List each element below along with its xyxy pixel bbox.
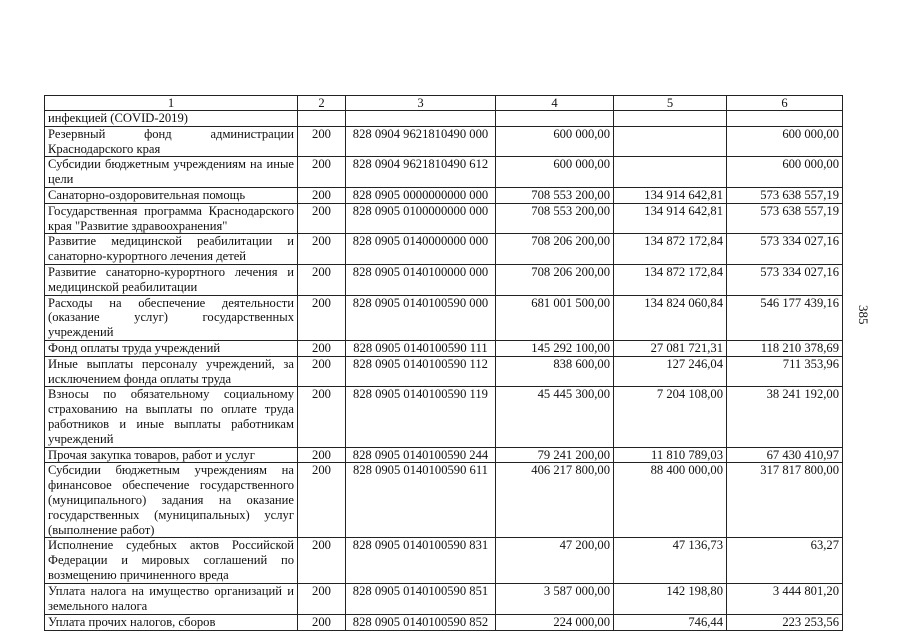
row-remaining-amount: 573 638 557,19 <box>727 203 843 234</box>
row-classification: 828 0904 9621810490 612 <box>346 157 496 188</box>
column-number: 6 <box>727 96 843 111</box>
row-remaining-amount: 573 334 027,16 <box>727 264 843 295</box>
page-number: 385 <box>856 305 871 325</box>
row-name: Государственная программа Краснодарского края "Развитие здравоохранения" <box>45 203 298 234</box>
row-code: 200 <box>298 615 346 631</box>
row-remaining-amount: 63,27 <box>727 538 843 584</box>
table-row <box>45 615 843 631</box>
row-approved-amount: 681 001 500,00 <box>496 295 614 340</box>
row-code: 200 <box>298 126 346 157</box>
row-executed-amount: 134 824 060,84 <box>614 295 727 340</box>
row-code: 200 <box>298 538 346 584</box>
row-remaining-amount: 573 334 027,16 <box>727 234 843 265</box>
row-name: Субсидии бюджетным учреждениям на финансовое обеспечение государственного (муниципального) задания на оказание государственных (муниципальных) услуг (выполнение работ) <box>45 463 298 538</box>
row-classification: 828 0905 0140100590 112 <box>346 356 496 387</box>
row-approved-amount: 708 553 200,00 <box>496 203 614 234</box>
row-remaining-amount: 600 000,00 <box>727 157 843 188</box>
row-remaining-amount: 546 177 439,16 <box>727 295 843 340</box>
table-row <box>45 187 843 203</box>
row-remaining-amount: 118 210 378,69 <box>727 340 843 356</box>
row-remaining-amount: 573 638 557,19 <box>727 187 843 203</box>
table-row <box>45 340 843 356</box>
row-approved-amount: 145 292 100,00 <box>496 340 614 356</box>
row-name: Развитие медицинской реабилитации и санаторно-курортного лечения детей <box>45 234 298 265</box>
row-name: инфекцией (COVID-2019) <box>45 111 298 127</box>
row-remaining-amount: 3 444 801,20 <box>727 584 843 615</box>
row-approved-amount: 45 445 300,00 <box>496 387 614 447</box>
row-approved-amount: 600 000,00 <box>496 126 614 157</box>
row-code: 200 <box>298 264 346 295</box>
row-classification: 828 0905 0140100590 111 <box>346 340 496 356</box>
row-executed-amount <box>614 157 727 188</box>
budget-table <box>44 95 843 631</box>
row-classification: 828 0905 0140100000 000 <box>346 264 496 295</box>
row-approved-amount: 79 241 200,00 <box>496 447 614 463</box>
row-classification: 828 0905 0140000000 000 <box>346 234 496 265</box>
row-executed-amount: 134 872 172,84 <box>614 264 727 295</box>
table-row <box>45 387 843 447</box>
row-classification: 828 0905 0000000000 000 <box>346 187 496 203</box>
row-code: 200 <box>298 387 346 447</box>
row-name: Уплата прочих налогов, сборов <box>45 615 298 631</box>
column-number: 2 <box>298 96 346 111</box>
row-classification: 828 0905 0140100590 244 <box>346 447 496 463</box>
row-approved-amount: 47 200,00 <box>496 538 614 584</box>
row-executed-amount: 7 204 108,00 <box>614 387 727 447</box>
row-name: Прочая закупка товаров, работ и услуг <box>45 447 298 463</box>
row-executed-amount: 127 246,04 <box>614 356 727 387</box>
table-row <box>45 356 843 387</box>
row-remaining-amount: 711 353,96 <box>727 356 843 387</box>
table-row <box>45 126 843 157</box>
row-code: 200 <box>298 447 346 463</box>
row-classification: 828 0905 0140100590 119 <box>346 387 496 447</box>
column-number: 4 <box>496 96 614 111</box>
row-approved-amount <box>496 111 614 127</box>
row-name: Резервный фонд администрации Краснодарского края <box>45 126 298 157</box>
table-row <box>45 463 843 538</box>
row-name: Уплата налога на имущество организаций и земельного налога <box>45 584 298 615</box>
row-classification <box>346 111 496 127</box>
table-row <box>45 111 843 127</box>
row-executed-amount: 134 914 642,81 <box>614 203 727 234</box>
row-remaining-amount: 600 000,00 <box>727 126 843 157</box>
table-row <box>45 447 843 463</box>
table-row <box>45 584 843 615</box>
row-classification: 828 0905 0140100590 831 <box>346 538 496 584</box>
row-approved-amount: 708 206 200,00 <box>496 264 614 295</box>
row-remaining-amount <box>727 111 843 127</box>
row-executed-amount: 746,44 <box>614 615 727 631</box>
column-number: 3 <box>346 96 496 111</box>
row-name: Санаторно-оздоровительная помощь <box>45 187 298 203</box>
row-executed-amount: 27 081 721,31 <box>614 340 727 356</box>
row-approved-amount: 708 553 200,00 <box>496 187 614 203</box>
column-number: 5 <box>614 96 727 111</box>
row-code: 200 <box>298 234 346 265</box>
table-row <box>45 157 843 188</box>
row-name: Субсидии бюджетным учреждениям на иные цели <box>45 157 298 188</box>
row-classification: 828 0905 0140100590 851 <box>346 584 496 615</box>
row-code: 200 <box>298 584 346 615</box>
row-code <box>298 111 346 127</box>
row-code: 200 <box>298 295 346 340</box>
row-code: 200 <box>298 463 346 538</box>
row-code: 200 <box>298 356 346 387</box>
column-number-row <box>45 96 843 111</box>
row-name: Развитие санаторно-курортного лечения и медицинской реабилитации <box>45 264 298 295</box>
table-row <box>45 203 843 234</box>
row-approved-amount: 406 217 800,00 <box>496 463 614 538</box>
row-executed-amount: 142 198,80 <box>614 584 727 615</box>
row-code: 200 <box>298 340 346 356</box>
row-classification: 828 0905 0100000000 000 <box>346 203 496 234</box>
row-executed-amount: 47 136,73 <box>614 538 727 584</box>
row-approved-amount: 600 000,00 <box>496 157 614 188</box>
row-code: 200 <box>298 157 346 188</box>
row-classification: 828 0905 0140100590 611 <box>346 463 496 538</box>
table-row <box>45 295 843 340</box>
row-approved-amount: 708 206 200,00 <box>496 234 614 265</box>
row-approved-amount: 838 600,00 <box>496 356 614 387</box>
row-name: Взносы по обязательному социальному страхованию на выплаты по оплате труда работников и иные выплаты работникам учреждений <box>45 387 298 447</box>
row-name: Расходы на обеспечение деятельности (оказание услуг) государственных учреждений <box>45 295 298 340</box>
row-executed-amount: 134 872 172,84 <box>614 234 727 265</box>
row-code: 200 <box>298 203 346 234</box>
row-classification: 828 0904 9621810490 000 <box>346 126 496 157</box>
row-approved-amount: 224 000,00 <box>496 615 614 631</box>
row-remaining-amount: 223 253,56 <box>727 615 843 631</box>
row-classification: 828 0905 0140100590 852 <box>346 615 496 631</box>
table-row <box>45 234 843 265</box>
column-number: 1 <box>45 96 298 111</box>
row-executed-amount <box>614 126 727 157</box>
table-row <box>45 538 843 584</box>
row-classification: 828 0905 0140100590 000 <box>346 295 496 340</box>
row-approved-amount: 3 587 000,00 <box>496 584 614 615</box>
table-row <box>45 264 843 295</box>
row-name: Иные выплаты персоналу учреждений, за исключением фонда оплаты труда <box>45 356 298 387</box>
row-executed-amount: 11 810 789,03 <box>614 447 727 463</box>
row-name: Исполнение судебных актов Российской Федерации и мировых соглашений по возмещению причиненного вреда <box>45 538 298 584</box>
row-name: Фонд оплаты труда учреждений <box>45 340 298 356</box>
row-remaining-amount: 38 241 192,00 <box>727 387 843 447</box>
row-remaining-amount: 317 817 800,00 <box>727 463 843 538</box>
row-remaining-amount: 67 430 410,97 <box>727 447 843 463</box>
row-executed-amount: 134 914 642,81 <box>614 187 727 203</box>
row-executed-amount: 88 400 000,00 <box>614 463 727 538</box>
row-executed-amount <box>614 111 727 127</box>
row-code: 200 <box>298 187 346 203</box>
